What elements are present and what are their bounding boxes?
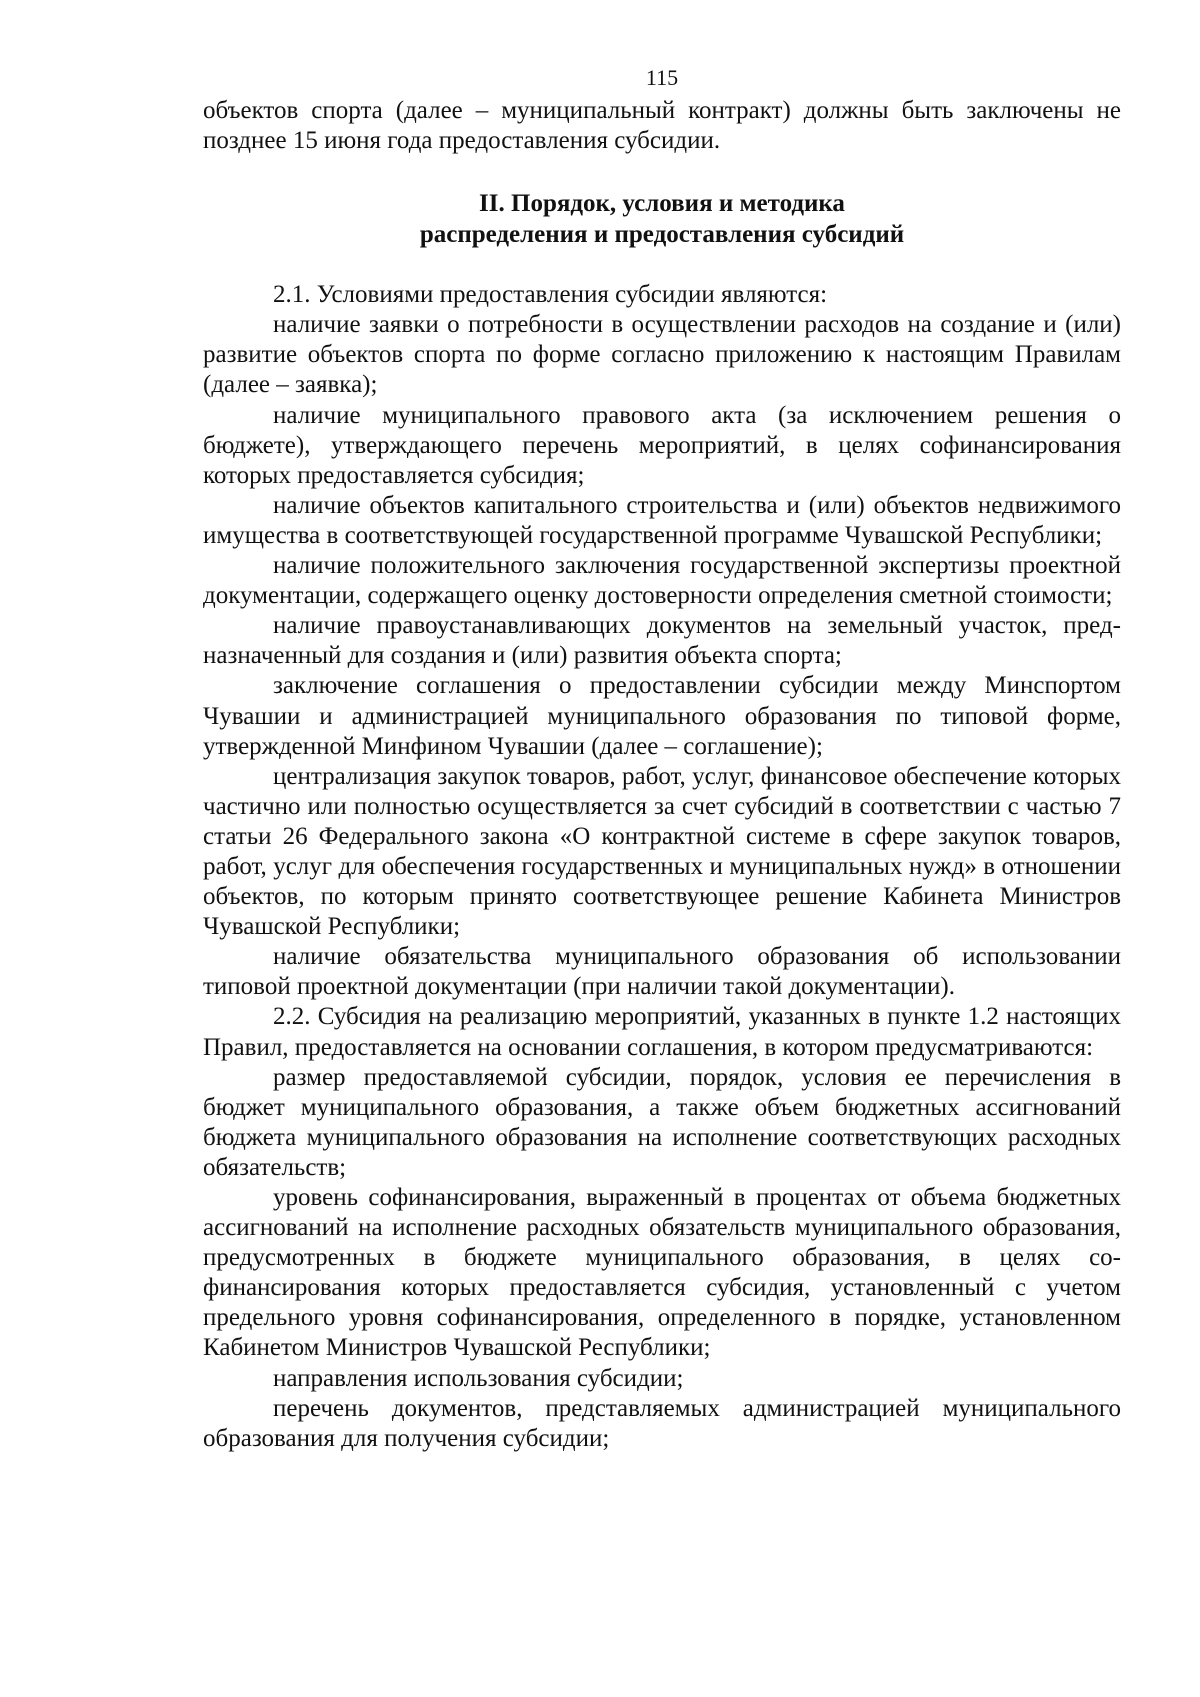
paragraph-application: наличие заявки о потребности в осуществлении расходов на создание и (или) развитие объектов спорта по форме согласно приложению к настоящим Правилам (далее – заявка); <box>203 311 1121 399</box>
intro-paragraph: объектов спорта (далее – муниципальный контракт) должны быть заключены не позднее 15 июня года предоставления субсидии. <box>203 97 1121 155</box>
paragraph-centralization: централизация закупок товаров, работ, услуг, финансовое обеспечение которых частично или полностью осуществляется за счет субсидий в соответствии с частью 7 статьи 26 Федерального закона «О контрактной системе в сфере закупок товаров, работ, услуг для обеспечения государственных и муниципальных нужд» в отношении объектов, по которым принято соответствующее решение Кабинета Министров Чувашской Республики; <box>203 762 1121 941</box>
paragraph-documents-list: перечень документов, представляемых администрацией муниципального образования для получения субсидии; <box>203 1394 1121 1452</box>
paragraph-agreement: заключение соглашения о предоставлении субсидии между Минспортом Чувашии и администрацией муниципального образования по типовой форме, утвержденной Минфином Чувашии (далее – соглашение); <box>203 672 1121 760</box>
paragraph-2-1: 2.1. Условиями предоставления субсидии являются: <box>273 281 828 309</box>
paragraph-subsidy-size: размер предоставляемой субсидии, порядок, условия ее перечисления в бюджет муниципального образования, а также объем бюджетных ассигнований бюджета муниципального образования на исполнение соответствующих расходных обязательств; <box>203 1063 1121 1181</box>
section-heading <box>203 188 1121 250</box>
paragraph-land-documents: наличие правоустанавливающих документов на земельный участок, предназначенный для создания и (или) развития объекта спорта; <box>203 612 1121 670</box>
paragraph-typical-documentation: наличие обязательства муниципального образования об использовании типовой проектной документации (при наличии такой документации). <box>203 943 1121 1001</box>
document-page <box>203 64 1121 1454</box>
page-number: 115 <box>645 65 679 90</box>
paragraph-legal-act: наличие муниципального правового акта (за исключением решения о бюджете), утверждающего перечень мероприятий, в целях софинансирования которых предоставляется субсидия; <box>203 401 1121 489</box>
paragraph-cofinancing-level: уровень софинансирования, выраженный в процентах от объема бюджетных ассигнований на исполнение расходных обязательств муниципального образования, предусмотренных в бюджете муниципального образования, в целях софинансирования которых предоставляется субсидия, установленный с учетом предельного уровня софинансирования, определенного в порядке, установленном Кабинетом Министров Чувашской Республики; <box>203 1184 1121 1362</box>
section-heading-line-2: распределения и предоставления субсидий <box>419 221 905 249</box>
paragraph-expertise: наличие положительного заключения государственной экспертизы проектной документации, содержащего оценку достоверности определения сметной стоимости; <box>203 552 1121 610</box>
section-heading-line-1: II. Порядок, условия и методика <box>479 190 845 218</box>
paragraph-capital-objects: наличие объектов капитального строительства и (или) объектов недвижимого имущества в соответствующей государственной программе Чувашской Республики; <box>203 491 1121 549</box>
paragraph-directions: направления использования субсидии; <box>273 1364 684 1392</box>
paragraph-2-2: 2.2. Субсидия на реализацию мероприятий, указанных в пункте 1.2 настоящих Правил, предоставляется на основании соглашения, в котором предусматриваются: <box>203 1003 1121 1061</box>
